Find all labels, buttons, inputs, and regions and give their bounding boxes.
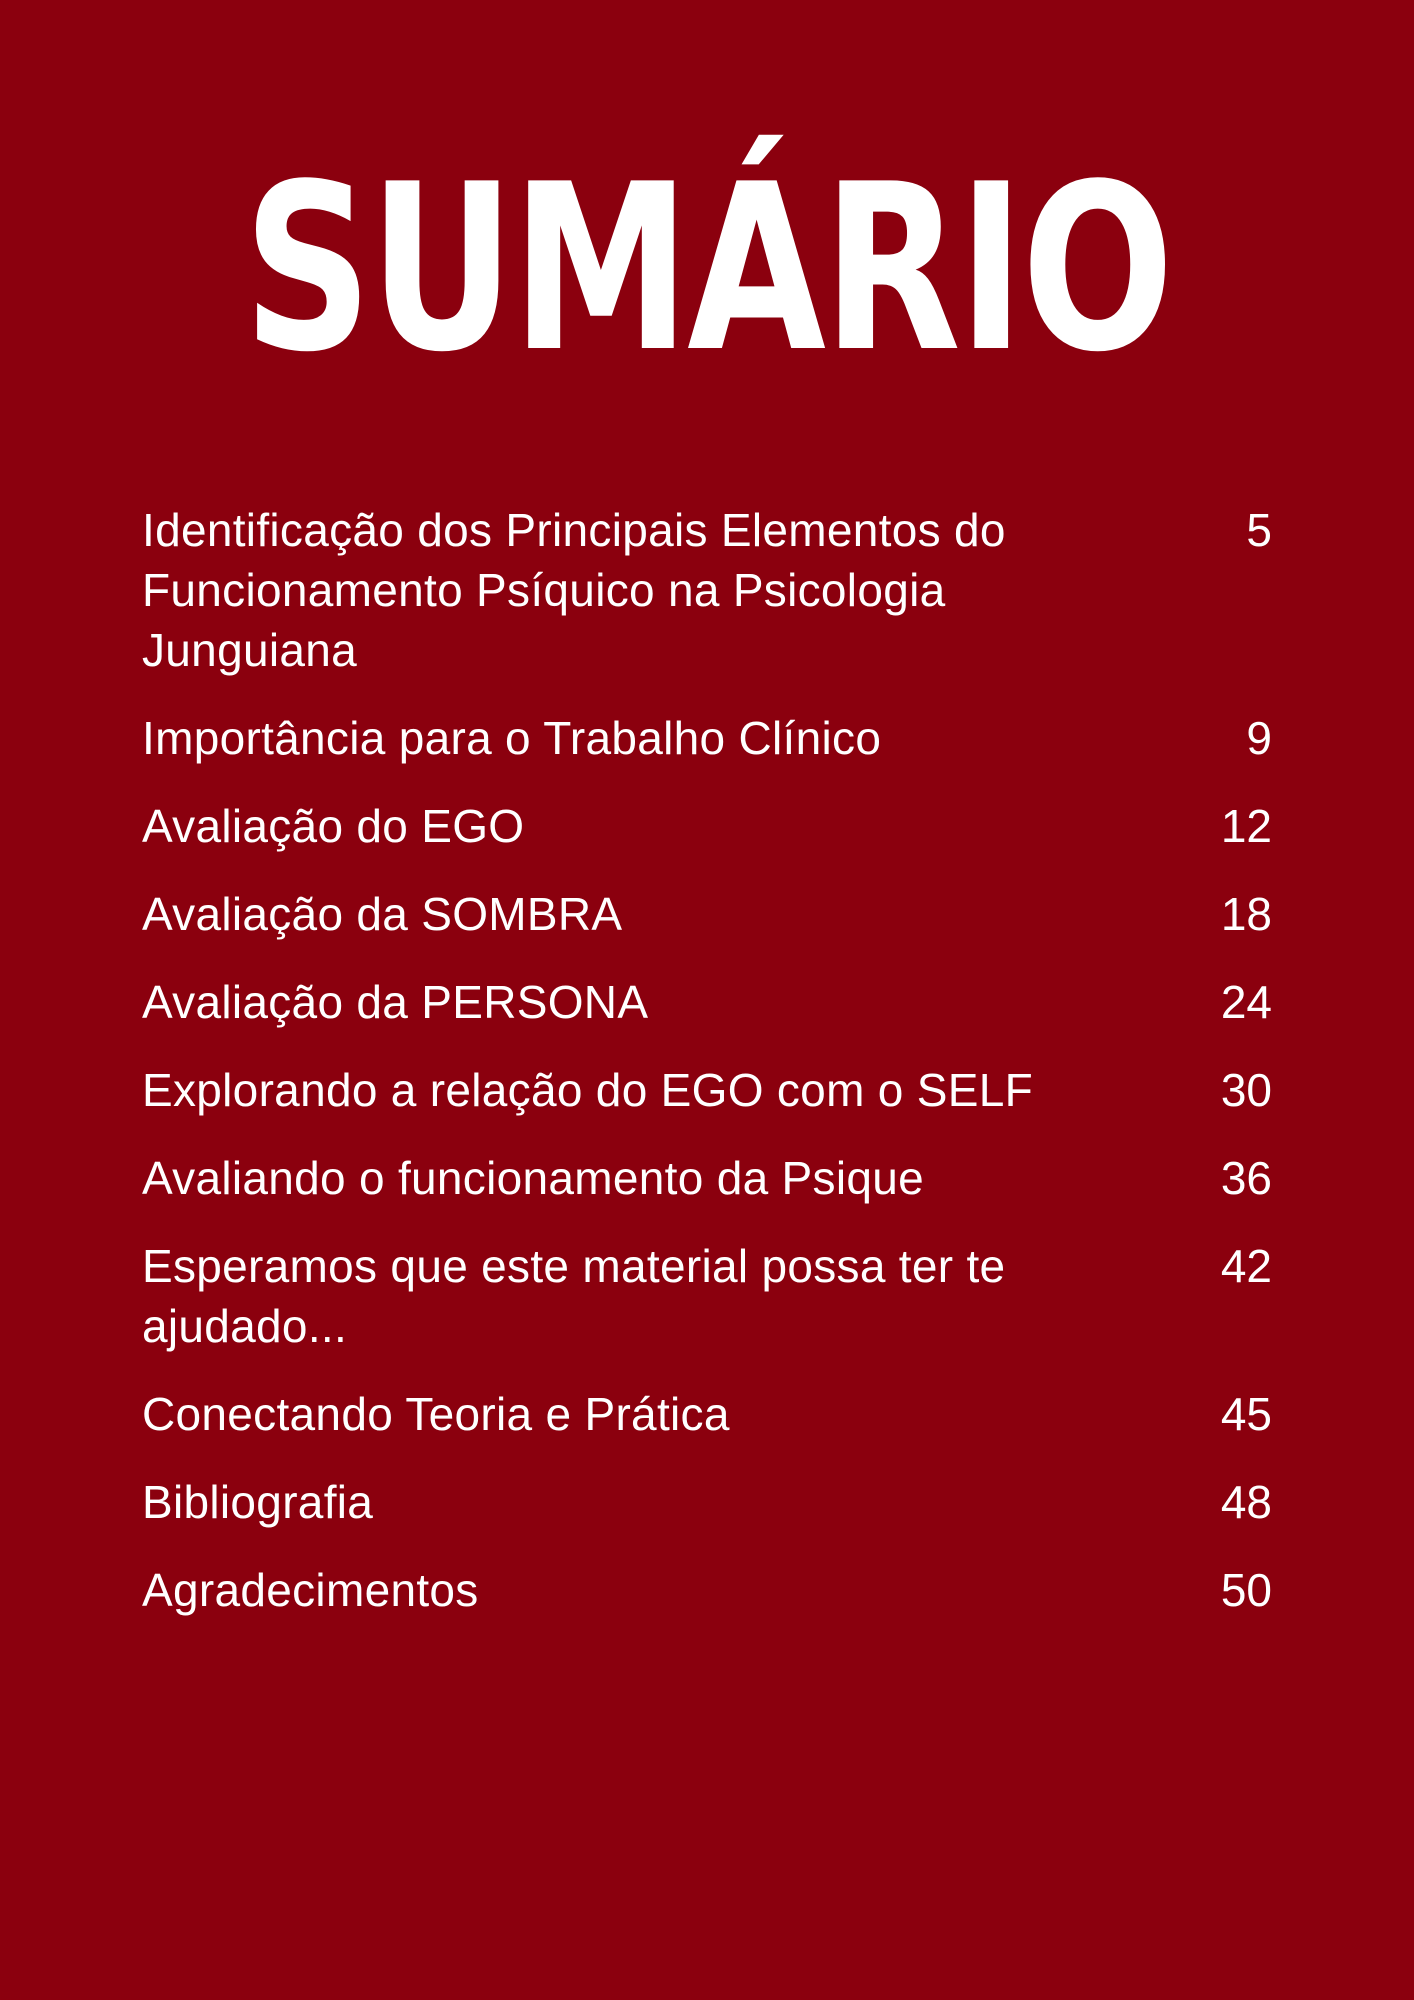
toc-entry[interactable] [142,972,1272,1032]
toc-entry[interactable] [142,796,1272,856]
toc-entry-page-number: 12 [1220,800,1272,852]
toc-entry[interactable] [142,1236,1272,1356]
toc-entry-page-number: 36 [1220,1152,1272,1204]
toc-entry[interactable] [142,1384,1272,1444]
toc-entry[interactable] [142,884,1272,944]
toc-entry-page-number: 42 [1220,1240,1272,1292]
page-title: SUMÁRIO [243,136,1171,403]
toc-entry-label: Avaliação do EGO [142,800,525,852]
toc-entry-label: Identificação dos Principais Elementos do Funcionamento Psíquico na Psicologia Junguiana [142,504,1006,676]
toc-entry-page-number: 24 [1220,976,1272,1028]
toc-entry[interactable] [142,1060,1272,1120]
toc-entry-label: Importância para o Trabalho Clínico [142,712,882,764]
toc-entry[interactable] [142,500,1272,680]
toc-entry-label: Conectando Teoria e Prática [142,1388,730,1440]
toc-entry-label: Agradecimentos [142,1564,479,1616]
toc-entry-page-number: 30 [1220,1064,1272,1116]
toc-entry-label: Avaliando o funcionamento da Psique [142,1152,924,1204]
toc-entry-page-number: 5 [1246,504,1272,556]
toc-entry-page-number: 48 [1220,1476,1272,1528]
toc-entry[interactable] [142,1472,1272,1532]
table-of-contents [142,500,1272,1648]
toc-entry[interactable] [142,1560,1272,1620]
toc-entry-label: Esperamos que este material possa ter te ajudado... [142,1240,1006,1352]
toc-entry-label: Avaliação da SOMBRA [142,888,623,940]
toc-entry-page-number: 50 [1220,1564,1272,1616]
toc-entry-page-number: 18 [1220,888,1272,940]
toc-entry-page-number: 9 [1246,712,1272,764]
toc-entry-label: Explorando a relação do EGO com o SELF [142,1064,1033,1116]
toc-entry-label: Avaliação da PERSONA [142,976,649,1028]
toc-entry-label: Bibliografia [142,1476,374,1528]
toc-entry[interactable] [142,708,1272,768]
toc-entry-page-number: 45 [1220,1388,1272,1440]
toc-entry[interactable] [142,1148,1272,1208]
